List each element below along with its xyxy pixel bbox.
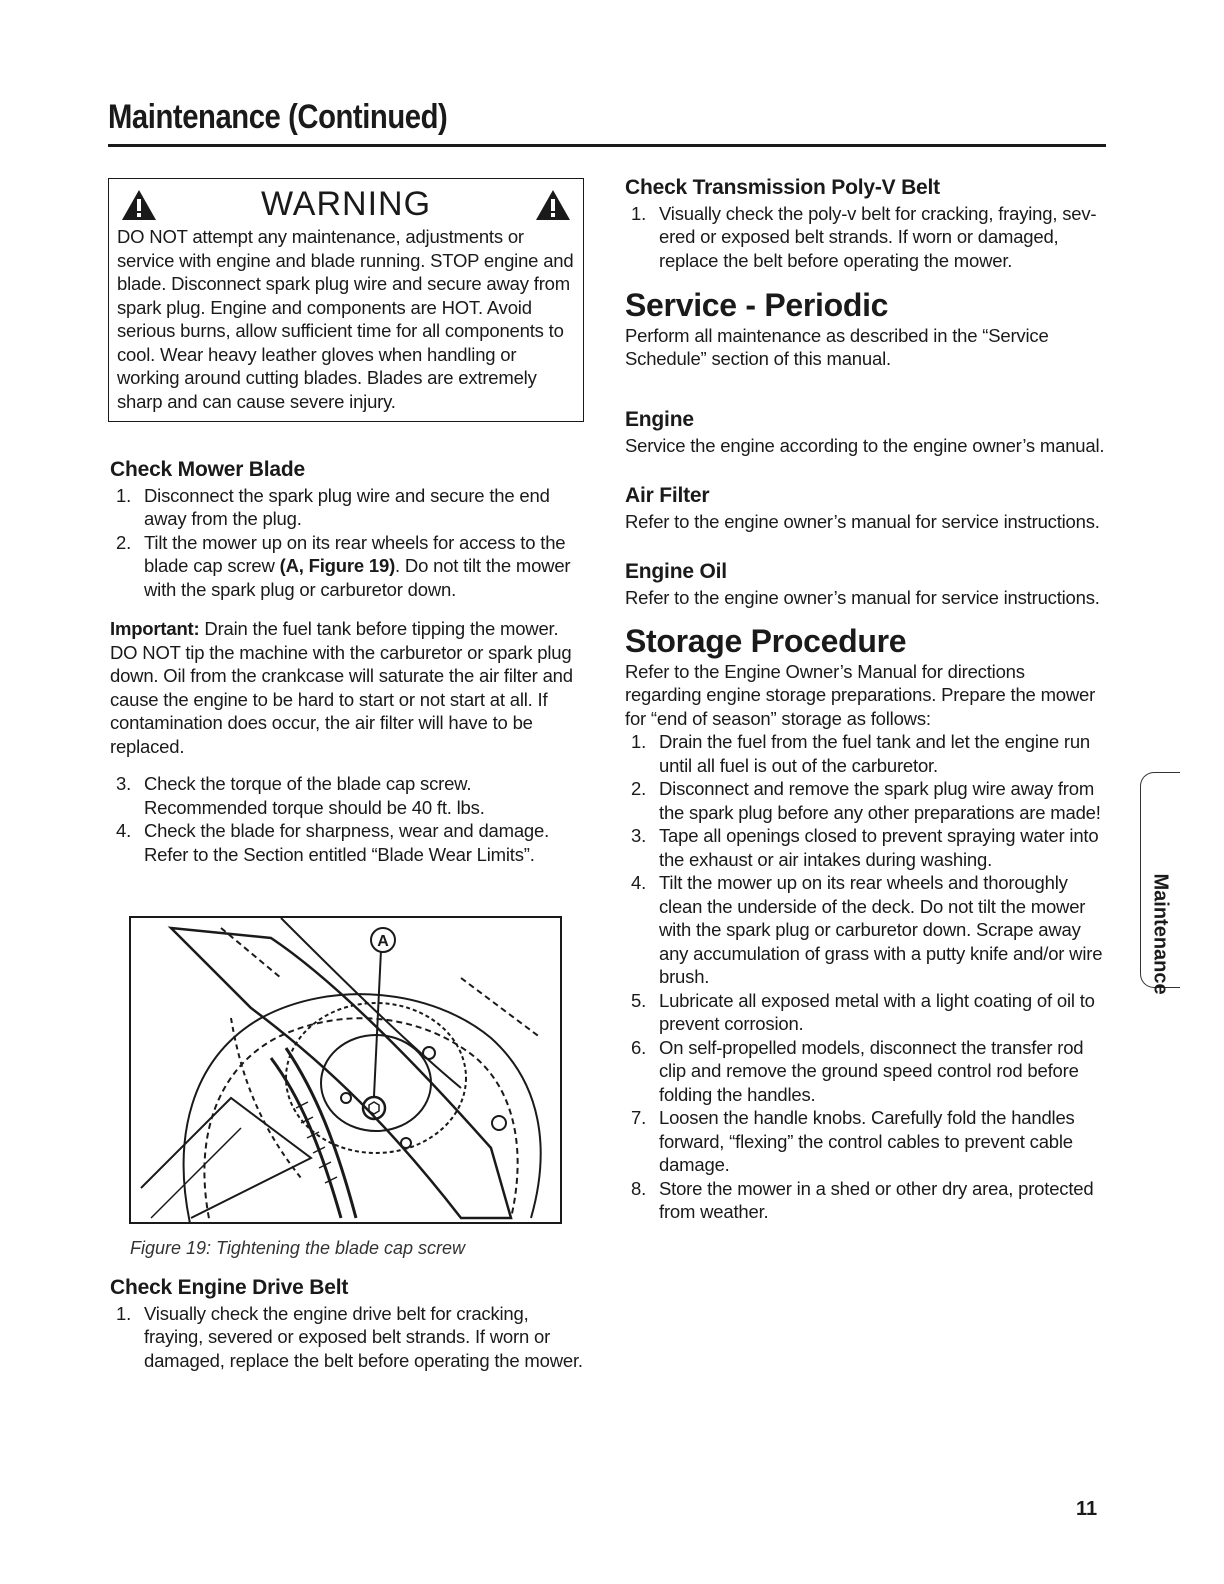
step-number: 4. — [631, 872, 647, 893]
header-rule — [108, 144, 1106, 147]
step-text: Visually check the poly-v belt for cracking, fraying, sev-ered or exposed belt strands. If worn or damaged, replace the belt before operating the mower. — [659, 202, 1097, 271]
step-number: 2. — [116, 531, 132, 553]
warning-header — [109, 183, 583, 227]
list-item — [625, 777, 1105, 824]
list-item — [110, 484, 590, 531]
section-heading: Check Transmission Poly-V Belt — [625, 176, 940, 199]
step-text: Check the blade for sharpness, wear and damage. Refer to the Section entitled “Blade Wear Limits”. — [144, 820, 550, 865]
check-transmission-belt-section — [625, 176, 1105, 272]
step-text: Loosen the handle knobs. Carefully fold the handles forward, “flexing” the control cables to prevent cable damage. — [659, 1107, 1075, 1175]
warning-box — [108, 178, 584, 422]
service-periodic-section — [625, 287, 1105, 371]
check-mower-blade-section — [110, 458, 590, 866]
section-heading: Air Filter — [625, 484, 710, 507]
step-number: 1. — [631, 731, 647, 752]
list-item — [110, 531, 590, 602]
section-title: Service - Periodic — [625, 287, 889, 323]
step-number: 6. — [631, 1036, 647, 1058]
step-text: Drain the fuel from the fuel tank and let the engine run until all fuel is out of the carburetor. — [659, 731, 1091, 776]
section-tab-label: Maintenance — [1149, 873, 1172, 995]
storage-procedure-section — [625, 623, 1105, 1224]
callout-label: A — [377, 933, 389, 950]
section-text: Refer to the Engine Owner’s Manual for directions regarding engine storage preparations. Prepare the mower for “end of season” storage as follows: — [625, 660, 1096, 729]
step-number: 1. — [116, 1302, 132, 1324]
step-text: On self-propelled models, disconnect the transfer rod clip and remove the ground speed control rod before folding the handles. — [659, 1036, 1084, 1105]
step-number: 7. — [631, 1107, 647, 1128]
step-number: 3. — [631, 825, 647, 846]
air-filter-section — [625, 484, 1105, 533]
figure-caption: Figure 19: Tightening the blade cap screw — [130, 1238, 466, 1258]
page-title: Maintenance (Continued) — [108, 98, 448, 136]
list-item — [110, 819, 590, 866]
step-text: Disconnect the spark plug wire and secure the end away from the plug. — [144, 484, 550, 529]
step-number: 3. — [116, 773, 132, 794]
figure-reference: (A, Figure 19) — [279, 555, 396, 576]
step-text: Check the torque of the blade cap screw. Recommended torque should be 40 ft. lbs. — [144, 773, 485, 818]
section-heading: Engine Oil — [625, 560, 727, 583]
warning-title: WARNING — [260, 185, 432, 223]
step-number: 8. — [631, 1177, 647, 1199]
figure-19 — [129, 916, 562, 1224]
list-item — [625, 824, 1105, 871]
step-number: 1. — [116, 484, 132, 506]
blade-illustration — [131, 918, 560, 1222]
section-text: Refer to the engine owner’s manual for service instructions. — [625, 586, 1100, 608]
list-item — [625, 1036, 1105, 1107]
list-item — [625, 871, 1105, 989]
step-text: Tape all openings closed to prevent spraying water into the exhaust or air intakes during washing. — [659, 825, 1099, 870]
list-item — [625, 989, 1105, 1036]
page-number: 11 — [1076, 1498, 1098, 1520]
step-text: . Do not tilt the mower with the spark plug or carburetor down. — [144, 555, 571, 600]
section-title: Storage Procedure — [625, 623, 907, 659]
important-text: Drain the fuel tank before tipping the mower. DO NOT tip the machine with the carburetor or spark plug down. Oil from the crankcase will saturate the air filter and cause the engine to be hard to start or not start at all. If contamination does occur, the air filter will have to be replaced. — [110, 618, 573, 757]
step-number: 1. — [631, 202, 647, 224]
step-text: Visually check the engine drive belt for cracking, fraying, severed or exposed belt strands. If worn or damaged, replace the belt before operating the mower. — [144, 1302, 583, 1371]
section-heading: Check Engine Drive Belt — [110, 1276, 349, 1299]
step-number: 5. — [631, 989, 647, 1011]
engine-oil-section — [625, 560, 1105, 609]
section-text: Refer to the engine owner’s manual for service instructions. — [625, 510, 1100, 532]
step-text: Disconnect and remove the spark plug wire away from the spark plug before any other preparations are made! — [659, 778, 1101, 823]
list-item — [625, 1177, 1105, 1224]
step-text: Lubricate all exposed metal with a light coating of oil to prevent corrosion. — [659, 989, 1095, 1034]
list-item — [625, 730, 1105, 777]
list-item — [110, 1302, 590, 1373]
important-label: Important: — [110, 618, 200, 639]
list-item — [110, 772, 590, 819]
list-item — [625, 1106, 1105, 1177]
step-number: 2. — [631, 778, 647, 799]
section-heading: Engine — [625, 408, 694, 431]
warning-text: DO NOT attempt any maintenance, adjustments or service with engine and blade running. STOP engine and blade. Disconnect spark plug wire and secure away from spark plug. Engine and components are HOT. Avoid serious burns, allow sufficient time for all components to cool. Wear heavy leather gloves when handling or working around cutting blades. Blades are extremely sharp and can cause severe injury. — [117, 226, 574, 412]
section-heading: Check Mower Blade — [110, 458, 305, 481]
step-text: Tilt the mower up on its rear wheels and thoroughly clean the underside of the deck. Do not tilt the mower with the spark plug or carburetor down. Scrape away any accumulation of grass with a putty knife and/or wire brush. — [659, 872, 1103, 987]
check-engine-drive-belt-section — [110, 1276, 590, 1372]
step-text: Store the mower in a shed or other dry area, protected from weather. — [659, 1177, 1094, 1222]
section-text: Service the engine according to the engine owner’s manual. — [625, 434, 1105, 456]
list-item — [625, 202, 1105, 273]
step-number: 4. — [116, 820, 132, 841]
step-text: Tilt the mower up on its rear wheels for access to the blade cap screw — [144, 531, 566, 576]
warning-triangle-icon — [535, 189, 571, 221]
engine-section — [625, 408, 1105, 457]
important-note — [110, 617, 590, 758]
section-text: Perform all maintenance as described in the “Service Schedule” section of this manual. — [625, 324, 1049, 369]
